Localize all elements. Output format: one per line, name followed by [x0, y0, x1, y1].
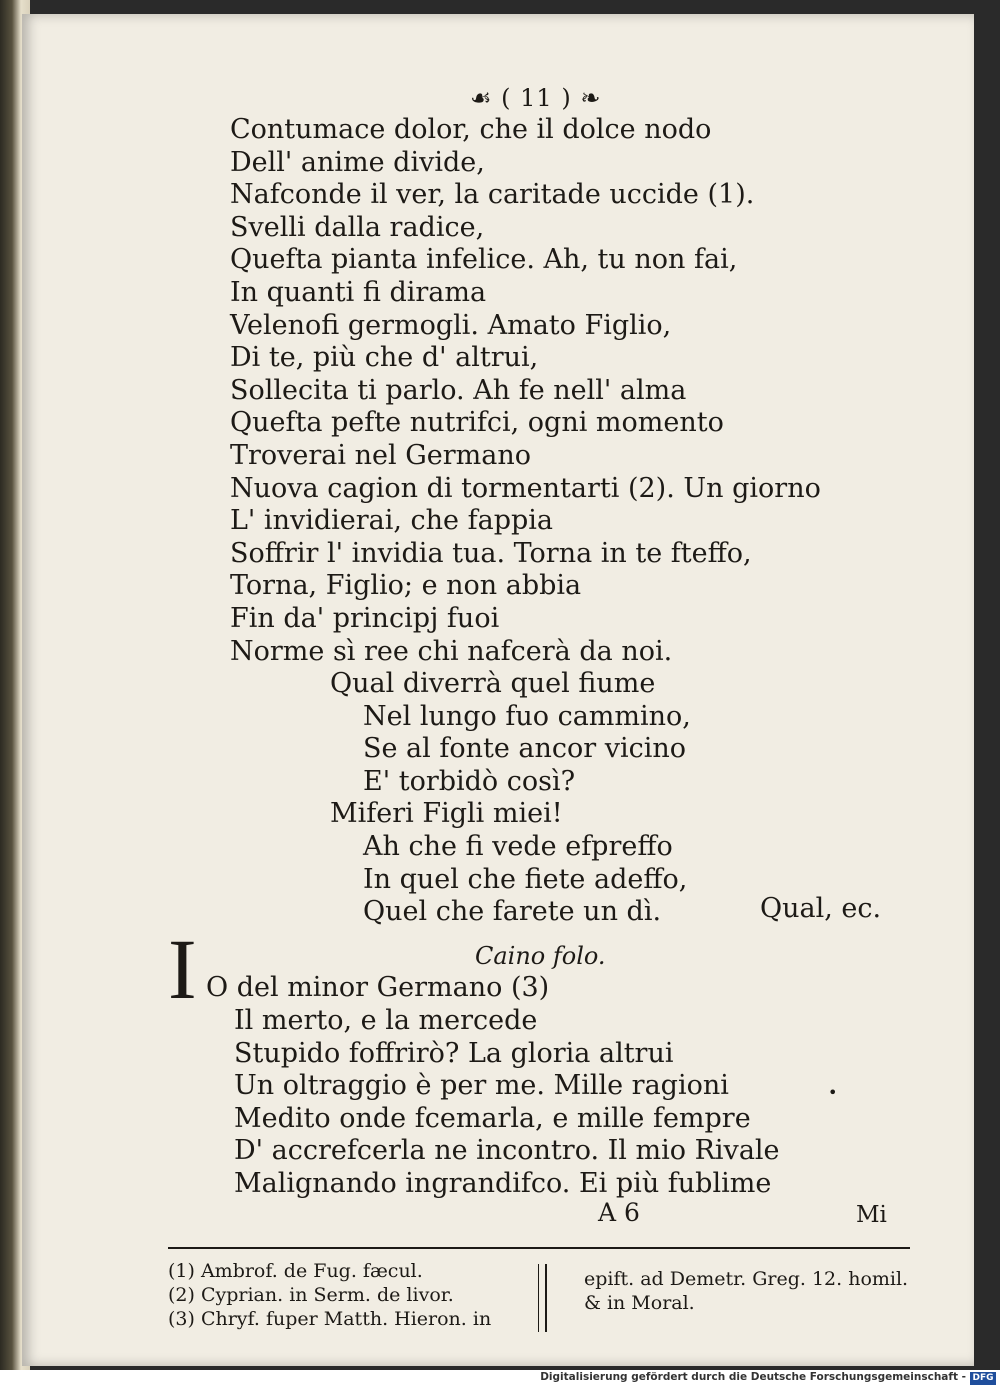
verse-line: Stupido foffrirò? La gloria altrui	[234, 1037, 674, 1069]
verse-line: Troverai nel Germano	[230, 439, 532, 471]
margin-mark: •	[828, 1083, 838, 1102]
aria-reprise: Qual, ec.	[760, 893, 882, 924]
page-number: ( 11 )	[501, 84, 572, 112]
aria-line: Se al fonte ancor vicino	[363, 733, 687, 765]
header-ornament-right: ❧	[580, 84, 602, 112]
footnote-divider	[545, 1264, 547, 1332]
aria-line: Qual diverrà quel fiume	[330, 668, 656, 699]
footnote-line: & in Moral.	[584, 1292, 695, 1314]
verse-line: Malignando ingrandifco. Ei più fublime	[234, 1167, 772, 1199]
footnote-line: (1) Ambrof. de Fug. fæcul.	[168, 1260, 423, 1282]
aria-line: Quel che farete un dì.	[363, 896, 662, 928]
verse-line: Di te, più che d' altrui,	[230, 342, 539, 374]
scene-heading: Caino folo.	[475, 942, 606, 970]
header-ornament-left: ☙	[470, 84, 493, 112]
verse-line: Un oltraggio è per me. Mille ragioni	[234, 1070, 729, 1102]
verse-line: Quefta pianta infelice. Ah, tu non fai,	[230, 244, 738, 276]
verse-block-1	[230, 114, 821, 668]
verse-line: Norme sì ree chi nafcerà da noi.	[230, 635, 673, 667]
footnotes-left	[168, 1259, 491, 1331]
verse-line: L' invidierai, che fappia	[230, 505, 554, 537]
aria-line: E' torbidò così?	[363, 765, 576, 797]
verse-line: Nafconde il ver, la caritade uccide (1).	[230, 179, 755, 211]
aria-line: Ah che fi vede efpreffo	[363, 830, 673, 862]
verse-line: In quanti fi dirama	[230, 276, 487, 308]
dfg-logo: DFG	[970, 1372, 996, 1385]
aria-line: Miferi Figli miei!	[330, 798, 563, 830]
drop-cap: I	[168, 921, 197, 1017]
credit-text: Digitalisierung gefördert durch die Deutsche Forschungsgemeinschaft -	[540, 1371, 966, 1383]
catchword: Mi	[856, 1202, 887, 1228]
footnote-line: (2) Cyprian. in Serm. de livor.	[168, 1284, 454, 1306]
verse-line: Il merto, e la mercede	[234, 1005, 538, 1036]
verse-block-2	[234, 1005, 780, 1201]
verse-line: Soffrir l' invidia tua. Torna in te fteffo,	[230, 537, 752, 569]
verse-line: Nuova cagion di tormentarti (2). Un giorno	[230, 472, 821, 504]
footnote-rule	[168, 1247, 910, 1249]
verse-line: Medito onde fcemarla, e mille fempre	[234, 1102, 751, 1134]
aria-line: In quel che fiete adeffo,	[363, 863, 688, 895]
verse-line: Quefta pefte nutrifci, ogni momento	[230, 407, 724, 439]
aria-line: Nel lungo fuo cammino,	[363, 700, 691, 732]
verse-line: Fin da' principj fuoi	[230, 602, 500, 634]
page-header	[470, 84, 601, 112]
aria	[235, 668, 691, 929]
verse-line: Velenofi germogli. Amato Figlio,	[230, 309, 672, 341]
verse-line: Sollecita ti parlo. Ah fe nell' alma	[230, 374, 687, 406]
signature-mark: A 6	[598, 1198, 640, 1227]
verse-line: Torna, Figlio; e non abbia	[230, 570, 582, 602]
footnote-divider-thin	[538, 1264, 539, 1332]
footnote-line: epift. ad Demetr. Greg. 12. homil.	[584, 1268, 909, 1290]
footnotes-right	[584, 1267, 908, 1315]
footnote-line: (3) Chryf. fuper Matth. Hieron. in	[168, 1308, 492, 1330]
verse-line: Contumace dolor, che il dolce nodo	[230, 114, 712, 145]
verse-line: Dell' anime divide,	[230, 146, 485, 178]
verse-line: D' accrefcerla ne incontro. Il mio Rivale	[234, 1135, 780, 1167]
verse-line: Svelli dalla radice,	[230, 211, 485, 243]
verse-block-2-first-line: O del minor Germano (3)	[206, 972, 550, 1003]
